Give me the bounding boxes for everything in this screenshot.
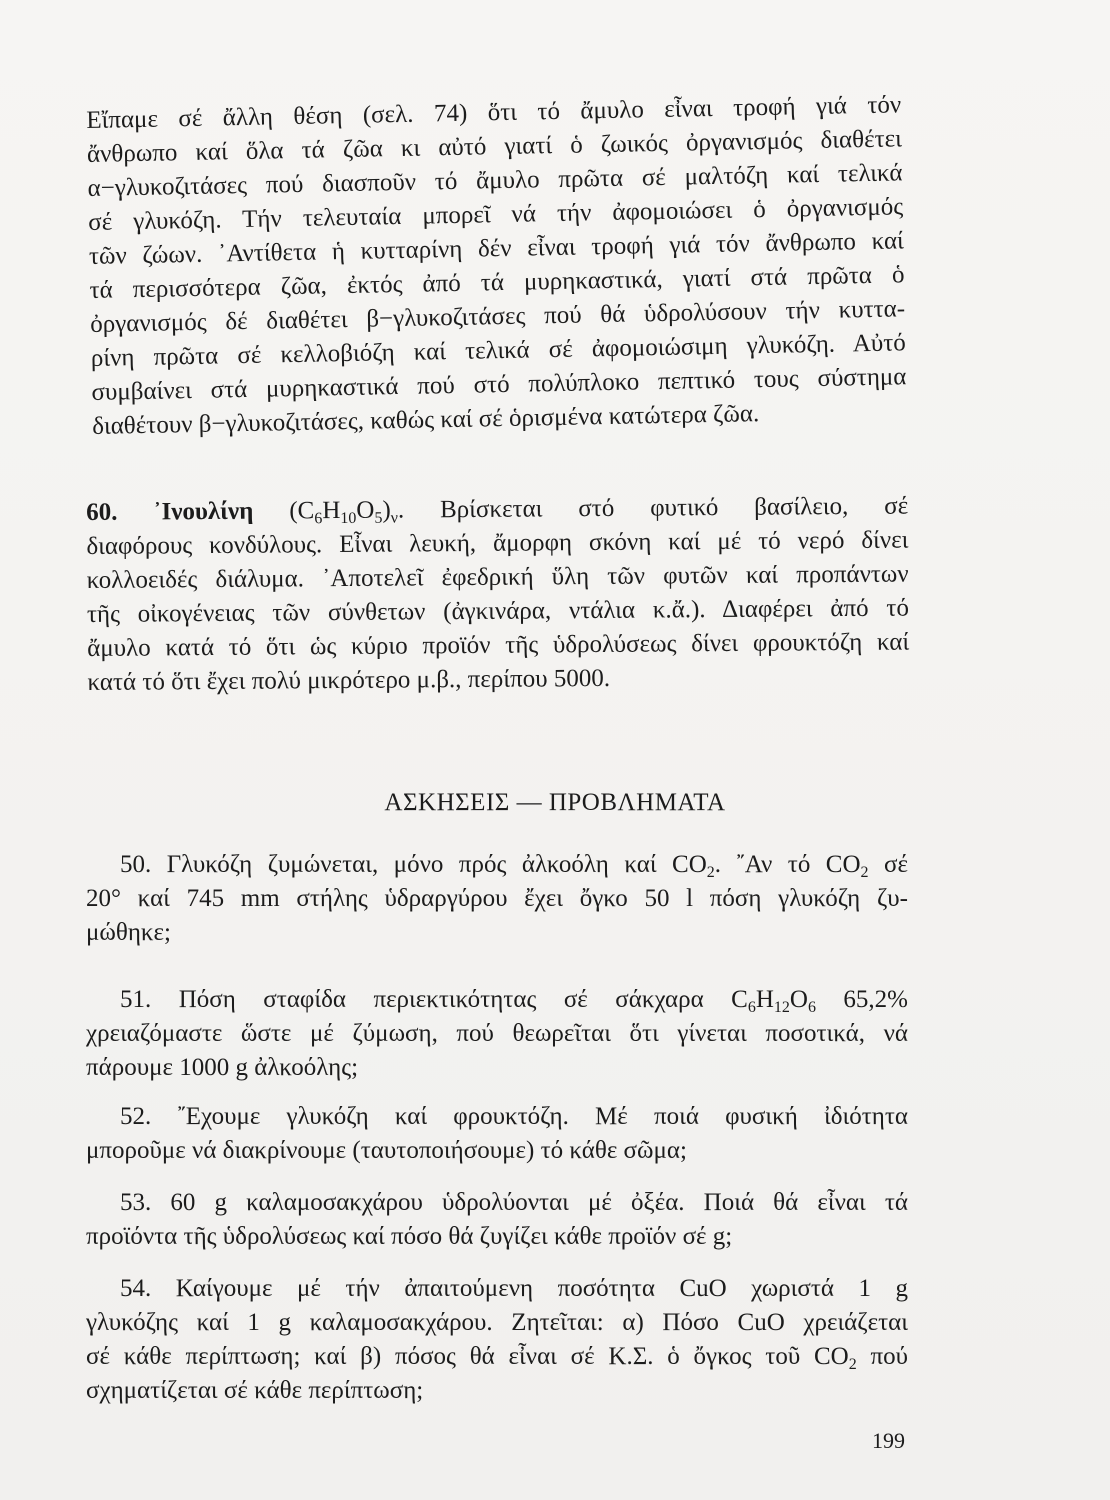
- exercises-heading: ΑΣΚΗΣΕΙΣ — ΠΡΟΒΛΗΜΑΤΑ: [384, 789, 726, 816]
- problem-50: 50. Γλυκόζη ζυμώνεται, μόνο πρός ἀλκοόλη καί $CO_2$. ῎Αν τό $CO_2$ σέ 20° καί 745 mm στήλης ὑδραργύρου ἔχει ὄγκο 50 l πόση γλυκόζη ζυ- μώθηκε;: [86, 848, 908, 950]
- text-line: γλυκόζης καί 1 g καλαμοσακχάρου. Ζητεῖται: α) Πόσο CuO χρειάζεται: [86, 1309, 908, 1336]
- text-line: προϊόντα τῆς ὑδρολύσεως καί πόσο θά ζυγίζει κάθε προϊόν σέ g;: [86, 1223, 733, 1250]
- section-title: ᾽Ινουλίνη: [153, 497, 254, 526]
- text-line: μποροῦμε νά διακρίνουμε (ταυτοποιήσουμε) τό κάθε σῶμα;: [86, 1137, 687, 1164]
- text-line: χρειαζόμαστε ὥστε μέ ζύμωση, πού θεωρεῖται ὅτι γίνεται ποσοτικά, νά: [86, 1020, 908, 1047]
- text-line: 20° καί 745 mm στήλης ὑδραργύρου ἔχει ὄγκο 50 l πόση γλυκόζη ζυ-: [86, 885, 908, 912]
- text-line: πάρουμε 1000 g ἀλκοόλης;: [86, 1054, 359, 1081]
- problem-54: 54. Καίγουμε μέ τήν ἀπαιτούμενη ποσότητα CuO χωριστά 1 g γλυκόζης καί 1 g καλαμοσακχάρου. Ζητεῖται: α) Πόσο CuO χρειάζεται σέ κάθε περίπτωση; καί β) πόσος θά εἶναι σέ Κ.Σ. ὁ ὄγκος τοῦ $CO_2$ πού σχηματίζεται σέ κάθε περίπτωση;: [86, 1272, 908, 1408]
- text-line: τά περισσότερα ζῶα, ἐκτός ἀπό τά μυρηκαστικά, γιατί στά πρῶτα ὁ: [89, 261, 905, 304]
- text-line: ἄνθρωπο καί ὅλα τά ζῶα κι αὐτό γιατί ὁ ζωικός ὀργανισμός διαθέτει: [86, 125, 903, 168]
- text-line: ρίνη πρῶτα σέ κελλοβιόζη καί τελικά σέ ἀφομοιώσιμη γλυκόζη. Αὐτό: [90, 329, 906, 372]
- text-line: 54. Καίγουμε μέ τήν ἀπαιτούμενη ποσότητα CuO χωριστά 1 g: [120, 1275, 908, 1302]
- text-line: ἄμυλο κατά τό ὅτι ὡς κύριο προϊόν τῆς ὑδρολύσεως δίνει φρουκτόζη καί: [87, 628, 910, 662]
- problem-51: 51. Πόση σταφίδα περιεκτικότητας σέ σάκχαρα $C_6H_{12}O_6$ 65,2% χρειαζόμαστε ὥστε μέ ζύμωση, πού θεωρεῖται ὅτι γίνεται ποσοτικά, νά πάρουμε 1000 g ἀλκοόλης;: [86, 983, 908, 1085]
- text-line: μώθηκε;: [86, 919, 171, 946]
- inulin-section: [86, 490, 910, 700]
- text-line: κολλοειδές διάλυμα. ᾽Αποτελεῖ ἐφεδρική ὕλη τῶν φυτῶν καί προπάντων: [86, 560, 909, 594]
- inulin-first-line: 60. ᾽Ινουλίνη $(C_6H_{10}O_5)_\nu$. Βρίσκεται στό φυτικό βασίλειο, σέ: [86, 492, 909, 528]
- text-line: Εἴπαμε σέ ἄλλη θέση (σελ. 74) ὅτι τό ἄμυλο εἶναι τροφή γιά τόν: [86, 91, 902, 134]
- inulin-formula: $(C_6H_{10}O_5)_\nu$: [289, 496, 399, 528]
- text-line: τῆς οἰκογένειας τῶν σύνθετων (ἀγκινάρα, ντάλια κ.ἄ.). Διαφέρει ἀπό τό: [86, 594, 910, 628]
- text-line: α−γλυκοζιτάσες πού διασποῦν τό ἄμυλο πρῶτα σέ μαλτόζη καί τελικά: [87, 159, 903, 202]
- text-line: 53. 60 g καλαμοσακχάρου ὑδρολύονται μέ ὀξέα. Ποιά θά εἶναι τά: [120, 1189, 908, 1216]
- text-line: ὀργανισμός δέ διαθέτει β−γλυκοζιτάσες πού θά ὑδρολύσουν τήν κυττα-: [89, 295, 906, 338]
- section-number: 60.: [86, 498, 118, 526]
- text-line: τῶν ζώων. ᾽Αντίθετα ἡ κυτταρίνη δέν εἶναι τροφή γιά τόν ἄνθρωπο καί: [88, 227, 905, 270]
- text-line: σχηματίζεται σέ κάθε περίπτωση;: [86, 1377, 424, 1404]
- intro-paragraph: [86, 88, 907, 444]
- page-number: 199: [872, 1428, 905, 1453]
- problem-52: [86, 1100, 908, 1168]
- text-line: συμβαίνει στά μυρηκαστικά πού στό πολύπλοκο πεπτικό τους σύστημα: [91, 363, 907, 406]
- text-line: κατά τό ὅτι ἔχει πολύ μικρότερο μ.β., περίπου 5000.: [87, 664, 611, 696]
- text-line: σέ γλυκόζη. Τήν τελευταία μπορεῖ νά τήν ἀφομοιώσει ὁ ὀργανισμός: [88, 193, 904, 236]
- text-line: διαφόρους κονδύλους. Εἶναι λευκή, ἄμορφη σκόνη καί μέ τό νερό δίνει: [86, 526, 909, 560]
- text-line: διαθέτουν β−γλυκοζιτάσες, καθώς καί σέ ὁρισμένα κατώτερα ζῶα.: [91, 400, 760, 440]
- text-line: 52. ῎Εχουμε γλυκόζη καί φρουκτόζη. Μέ ποιά φυσική ἰδιότητα: [120, 1103, 908, 1130]
- problem-53: [86, 1186, 908, 1254]
